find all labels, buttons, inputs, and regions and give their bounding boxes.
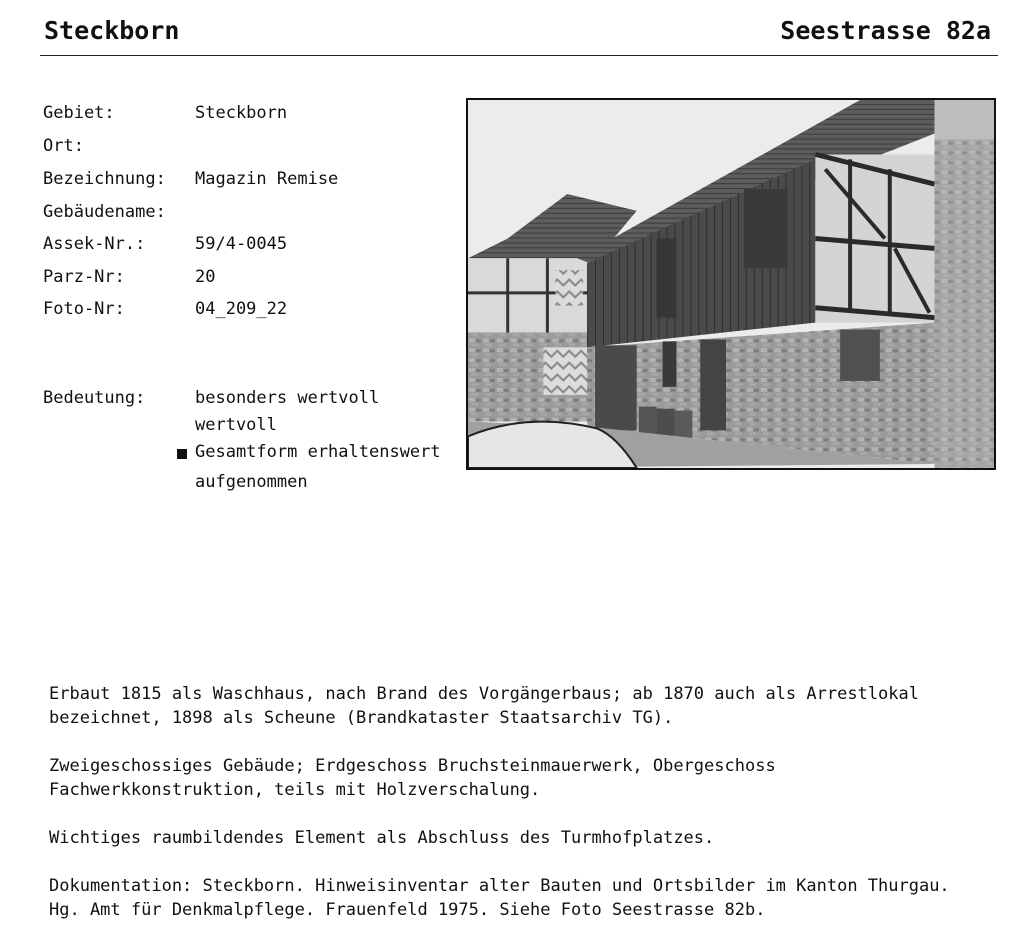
header-address: Seestrasse 82a [780, 16, 991, 45]
paragraph-construction: Zweigeschossiges Gebäude; Erdgeschoss Bruchsteinmauerwerk, Obergeschoss Fachwerkkonstruktion, teils mit Holzverschalung. [49, 756, 776, 800]
field-value: 59/4-0045 [195, 234, 288, 254]
field-value: Magazin Remise [195, 169, 339, 189]
significance-option: wertvoll [195, 415, 277, 435]
field-label: Gebiet: [43, 103, 115, 123]
field-label: Assek-Nr.: [43, 234, 146, 254]
paragraph-history: Erbaut 1815 als Waschhaus, nach Brand des Vorgängerbaus; ab 1870 auch als Arrestlokal bezeichnet, 1898 als Scheune (Brandkataster Staatsarchiv TG). [49, 684, 919, 728]
significance-option-selected: Gesamtform erhaltenswert [195, 442, 441, 462]
field-label: Foto-Nr: [43, 299, 125, 319]
header-place: Steckborn [44, 16, 180, 45]
paragraph-importance: Wichtiges raumbildendes Element als Abschluss des Turmhofplatzes. [49, 828, 715, 848]
significance-label: Bedeutung: [43, 388, 146, 408]
field-value: 20 [195, 267, 216, 287]
field-value: 04_209_22 [195, 299, 288, 319]
significance-option: besonders wertvoll [195, 388, 380, 408]
field-label: Parz-Nr: [43, 267, 125, 287]
description-text [49, 682, 1009, 946]
building-photo [466, 98, 996, 470]
field-label: Gebäudename: [43, 202, 166, 222]
paragraph-documentation: Dokumentation: Steckborn. Hinweisinventar alter Bauten und Ortsbilder im Kanton Thurgau. Hg. Amt für Denkmalpflege. Frauenfeld 1975. Siehe Foto Seestrasse 82b. [49, 876, 950, 920]
header-divider [40, 55, 998, 56]
field-label: Ort: [43, 136, 84, 156]
significance-option: aufgenommen [195, 472, 308, 492]
field-value: Steckborn [195, 103, 288, 123]
selected-square-icon [177, 449, 187, 459]
field-label: Bezeichnung: [43, 169, 166, 189]
